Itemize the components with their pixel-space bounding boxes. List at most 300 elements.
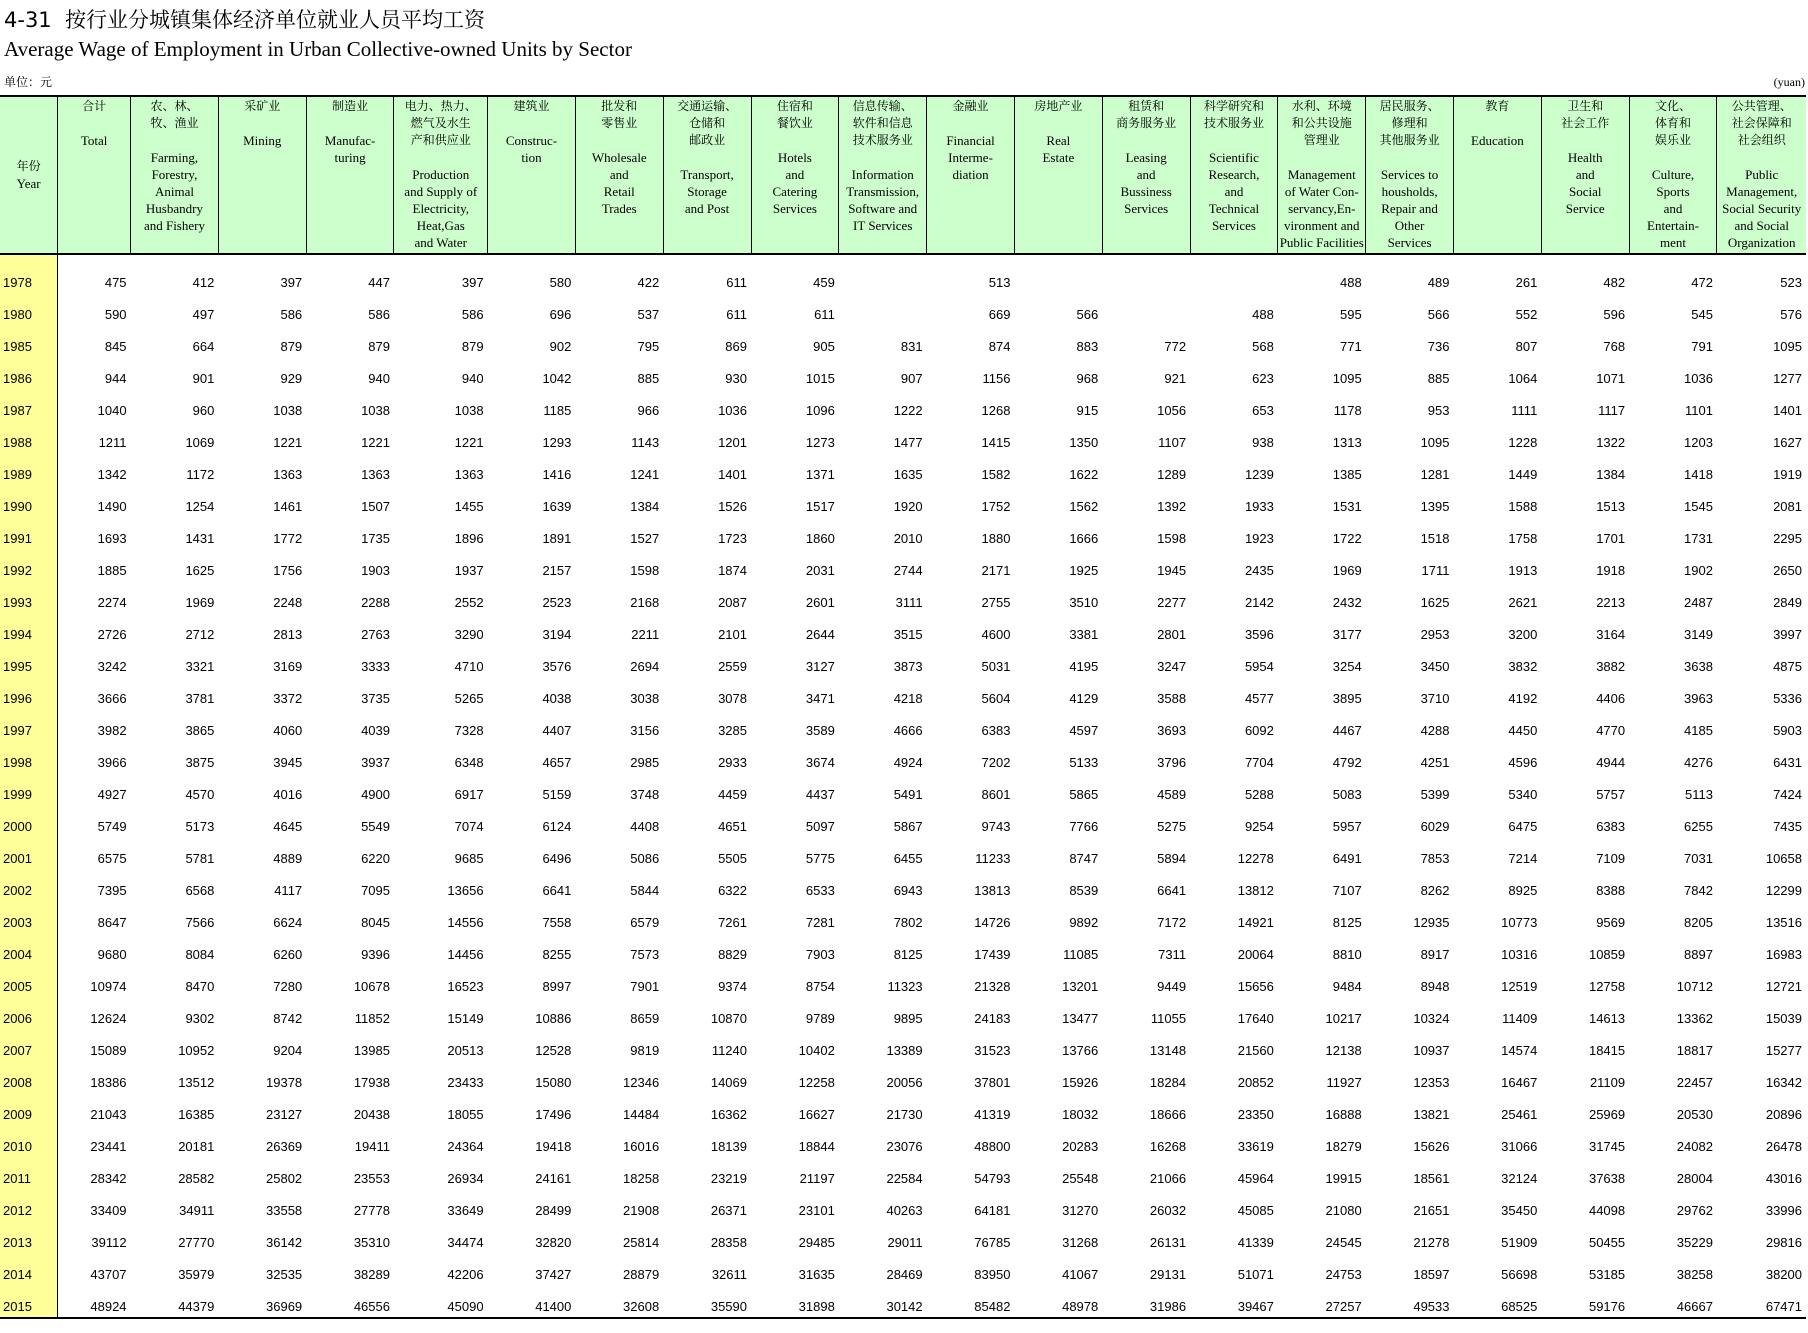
wage-cell: 2157 bbox=[542, 563, 572, 578]
wage-cell: 13389 bbox=[886, 1043, 923, 1058]
wage-cell: 14921 bbox=[1237, 915, 1274, 930]
year-cell: 1989 bbox=[0, 453, 58, 485]
wage-cell: 2295 bbox=[1773, 531, 1802, 546]
wage-cell: 1449 bbox=[1508, 467, 1538, 482]
wage-cell: 1056 bbox=[1157, 403, 1187, 418]
wage-cell: 16523 bbox=[447, 979, 484, 994]
wage-cell: 27770 bbox=[178, 1235, 215, 1250]
wage-cell: 51071 bbox=[1237, 1267, 1274, 1282]
wage-cell: 31898 bbox=[751, 1285, 839, 1318]
wage-cell: 27778 bbox=[353, 1203, 390, 1218]
wage-cell: 29816 bbox=[1765, 1235, 1802, 1250]
table-row bbox=[0, 965, 1806, 997]
column-header-en: Construc- tion bbox=[505, 133, 558, 165]
wage-cell: 42206 bbox=[447, 1267, 484, 1282]
wage-cell: 3865 bbox=[185, 723, 215, 738]
wage-cell: 1095 bbox=[1420, 435, 1450, 450]
wage-cell: 8084 bbox=[185, 947, 215, 962]
column-header-en: Culture, Sports and Entertain- ment bbox=[1647, 167, 1700, 250]
wage-cell: 1222 bbox=[893, 403, 923, 418]
table-row bbox=[0, 677, 1806, 709]
column-header-en: Management of Water Con- servancy,En- vironment and Public Facilities bbox=[1279, 167, 1364, 250]
wage-cell: 3078 bbox=[718, 691, 747, 706]
wage-cell: 41067 bbox=[1062, 1267, 1099, 1282]
wage-cell: 1860 bbox=[805, 531, 835, 546]
wage-cell: 7172 bbox=[1157, 915, 1187, 930]
wage-cell: 2755 bbox=[981, 595, 1011, 610]
wage-cell: 7901 bbox=[630, 979, 660, 994]
table-row bbox=[0, 293, 1806, 325]
wage-cell: 1756 bbox=[273, 563, 303, 578]
table-row bbox=[0, 645, 1806, 677]
wage-cell: 10974 bbox=[90, 979, 127, 994]
wage-cell: 1273 bbox=[805, 435, 835, 450]
wage-cell: 27257 bbox=[1278, 1285, 1366, 1318]
wage-cell: 1582 bbox=[981, 467, 1011, 482]
wage-cell: 1891 bbox=[542, 531, 572, 546]
column-header bbox=[58, 96, 131, 254]
wage-cell: 9569 bbox=[1596, 915, 1626, 930]
wage-cell: 2644 bbox=[805, 627, 835, 642]
wage-cell: 2985 bbox=[630, 755, 660, 770]
wage-cell: 1490 bbox=[97, 499, 127, 514]
year-cell: 1998 bbox=[0, 741, 58, 773]
wage-cell: 12624 bbox=[90, 1011, 127, 1026]
wage-cell: 4645 bbox=[273, 819, 303, 834]
wage-cell: 16362 bbox=[710, 1107, 747, 1122]
wage-cell: 4597 bbox=[1069, 723, 1099, 738]
table-row bbox=[0, 1061, 1806, 1093]
wage-cell: 2601 bbox=[805, 595, 835, 610]
wage-cell: 25461 bbox=[1501, 1107, 1538, 1122]
wage-cell: 2933 bbox=[718, 755, 747, 770]
year-cell: 1997 bbox=[0, 709, 58, 741]
wage-cell: 8647 bbox=[97, 915, 127, 930]
wage-cell: 20513 bbox=[447, 1043, 484, 1058]
wage-cell: 18284 bbox=[1149, 1075, 1187, 1090]
wage-cell: 831 bbox=[900, 339, 923, 354]
wage-cell: 21197 bbox=[799, 1171, 835, 1186]
wage-cell: 13766 bbox=[1062, 1043, 1099, 1058]
wage-cell: 45964 bbox=[1237, 1171, 1274, 1186]
column-header bbox=[394, 96, 488, 254]
column-header-cn: 房地产业 bbox=[1034, 99, 1083, 113]
wage-cell: 3285 bbox=[718, 723, 747, 738]
wage-cell: 3372 bbox=[273, 691, 303, 706]
wage-cell bbox=[839, 254, 927, 293]
wage-cell: 795 bbox=[637, 339, 660, 354]
wage-cell: 3588 bbox=[1157, 691, 1187, 706]
wage-cell: 23433 bbox=[447, 1075, 484, 1090]
wage-cell: 1526 bbox=[718, 499, 747, 514]
wage-cell: 23553 bbox=[353, 1171, 390, 1186]
wage-cell: 1517 bbox=[805, 499, 835, 514]
wage-cell: 1666 bbox=[1069, 531, 1099, 546]
column-header bbox=[218, 96, 306, 254]
column-header-en: Farming, Forestry, Animal Husbandry and Fishery bbox=[143, 150, 205, 233]
wage-cell: 2621 bbox=[1508, 595, 1538, 610]
wage-cell: 6029 bbox=[1420, 819, 1450, 834]
wage-cell: 7095 bbox=[361, 883, 390, 898]
wage-cell: 33996 bbox=[1765, 1203, 1802, 1218]
wage-cell: 13821 bbox=[1413, 1107, 1450, 1122]
column-header-en: Scientific Research, and Technical Services bbox=[1208, 150, 1260, 233]
wage-cell: 48800 bbox=[974, 1139, 1011, 1154]
wage-cell: 10886 bbox=[535, 1011, 572, 1026]
wage-cell: 1293 bbox=[542, 435, 572, 450]
wage-cell: 1772 bbox=[273, 531, 303, 546]
wage-cell: 18032 bbox=[1062, 1107, 1099, 1122]
wage-cell: 2213 bbox=[1596, 595, 1626, 610]
column-header-cn: 建筑业 bbox=[513, 99, 550, 113]
wage-cell: 20530 bbox=[1676, 1107, 1713, 1122]
wage-cell: 2694 bbox=[630, 659, 660, 674]
wage-cell: 21560 bbox=[1237, 1043, 1274, 1058]
wage-cell: 7109 bbox=[1596, 851, 1626, 866]
wage-cell: 1069 bbox=[185, 435, 215, 450]
wage-cell: 23350 bbox=[1237, 1107, 1274, 1122]
wage-cell bbox=[1190, 254, 1278, 293]
wage-cell: 3596 bbox=[1244, 627, 1274, 642]
wage-cell: 28342 bbox=[90, 1171, 127, 1186]
wage-cell: 9680 bbox=[97, 947, 127, 962]
wage-cell: 14556 bbox=[447, 915, 484, 930]
column-header-cn: 交通运输、 仓储和 邮政业 bbox=[677, 99, 738, 147]
wage-cell: 6092 bbox=[1244, 723, 1274, 738]
wage-cell: 497 bbox=[192, 307, 215, 322]
wage-cell: 1371 bbox=[805, 467, 835, 482]
wage-cell: 9789 bbox=[805, 1011, 835, 1026]
wage-cell: 3149 bbox=[1684, 627, 1713, 642]
wage-cell: 9892 bbox=[1069, 915, 1099, 930]
wage-cell: 7107 bbox=[1332, 883, 1362, 898]
wage-cell: 9819 bbox=[630, 1043, 660, 1058]
wage-cell: 18139 bbox=[710, 1139, 747, 1154]
wage-cell: 12278 bbox=[1237, 851, 1274, 866]
column-header-cn: 信息传输、 软件和信息 技术服务业 bbox=[852, 99, 913, 147]
wage-cell: 7903 bbox=[805, 947, 835, 962]
wage-cell: 1185 bbox=[543, 403, 572, 418]
wage-cell: 21043 bbox=[90, 1107, 127, 1122]
table-row bbox=[0, 613, 1806, 645]
wage-cell: 7328 bbox=[454, 723, 484, 738]
wage-cell: 33409 bbox=[90, 1203, 127, 1218]
column-header-cn: 住宿和 餐饮业 bbox=[776, 99, 813, 130]
wage-cell: 64181 bbox=[974, 1203, 1011, 1218]
wage-cell: 4944 bbox=[1596, 755, 1626, 770]
wage-cell: 869 bbox=[725, 339, 747, 354]
wage-cell: 2087 bbox=[718, 595, 747, 610]
wage-cell: 4875 bbox=[1773, 659, 1802, 674]
wage-cell: 874 bbox=[988, 339, 1011, 354]
wage-cell: 16467 bbox=[1501, 1075, 1538, 1090]
year-cell: 1990 bbox=[0, 485, 58, 517]
wage-cell: 1625 bbox=[185, 563, 215, 578]
wage-cell: 586 bbox=[280, 307, 303, 322]
wage-cell: 5775 bbox=[805, 851, 835, 866]
wage-cell: 37801 bbox=[974, 1075, 1011, 1090]
wage-cell: 44379 bbox=[131, 1285, 219, 1318]
wage-cell: 883 bbox=[1076, 339, 1099, 354]
wage-cell: 1313 bbox=[1332, 435, 1362, 450]
wage-cell: 3781 bbox=[185, 691, 215, 706]
wage-cell: 13812 bbox=[1237, 883, 1274, 898]
wage-cell: 7280 bbox=[273, 979, 303, 994]
wage-cell: 1527 bbox=[630, 531, 660, 546]
wage-cell: 22584 bbox=[886, 1171, 923, 1186]
wage-cell: 16268 bbox=[1149, 1139, 1187, 1154]
wage-cell: 1920 bbox=[893, 499, 923, 514]
wage-cell: 6383 bbox=[981, 723, 1011, 738]
wage-cell: 35450 bbox=[1501, 1203, 1538, 1218]
wage-cell: 1036 bbox=[718, 403, 747, 418]
wage-cell: 1588 bbox=[1508, 499, 1538, 514]
table-row bbox=[0, 1189, 1806, 1221]
wage-cell: 1752 bbox=[981, 499, 1011, 514]
wage-cell: 930 bbox=[725, 371, 747, 386]
wage-cell: 1156 bbox=[982, 371, 1011, 386]
year-cell: 2013 bbox=[0, 1221, 58, 1253]
column-header bbox=[1366, 96, 1454, 254]
wage-cell: 9254 bbox=[1244, 819, 1274, 834]
wage-cell: 8742 bbox=[273, 1011, 303, 1026]
wage-cell: 8810 bbox=[1332, 947, 1362, 962]
wage-cell: 1107 bbox=[1158, 435, 1187, 450]
wage-cell: 1201 bbox=[718, 435, 747, 450]
column-header-cn: 采矿业 bbox=[244, 99, 281, 113]
wage-cell: 1919 bbox=[1773, 467, 1802, 482]
year-cell: 2015 bbox=[0, 1285, 58, 1318]
wage-cell: 807 bbox=[1515, 339, 1538, 354]
wage-cell: 596 bbox=[1603, 307, 1626, 322]
wage-cell: 28499 bbox=[535, 1203, 572, 1218]
wage-cell: 14574 bbox=[1501, 1043, 1538, 1058]
wage-cell: 48978 bbox=[1014, 1285, 1102, 1318]
wage-cell: 9302 bbox=[185, 1011, 215, 1026]
wage-cell: 772 bbox=[1164, 339, 1187, 354]
column-header-en: Services to housholds, Repair and Other Services bbox=[1380, 167, 1439, 250]
wage-cell: 475 bbox=[104, 275, 127, 290]
wage-cell: 1342 bbox=[97, 467, 127, 482]
wage-cell: 8388 bbox=[1596, 883, 1626, 898]
wage-cell: 13813 bbox=[974, 883, 1011, 898]
table-row bbox=[0, 549, 1806, 581]
wage-cell: 3875 bbox=[185, 755, 215, 770]
wage-cell: 5340 bbox=[1508, 787, 1538, 802]
wage-cell: 1401 bbox=[1773, 403, 1802, 418]
wage-cell: 5604 bbox=[981, 691, 1011, 706]
wage-cell: 4651 bbox=[718, 819, 747, 834]
wage-cell: 31066 bbox=[1501, 1139, 1538, 1154]
wage-cell: 6455 bbox=[893, 851, 923, 866]
wage-cell: 1228 bbox=[1508, 435, 1538, 450]
column-header bbox=[663, 96, 751, 254]
wage-cell: 1598 bbox=[1157, 531, 1187, 546]
wage-cell: 31523 bbox=[974, 1043, 1011, 1058]
wage-cell: 1071 bbox=[1596, 371, 1626, 386]
wage-cell: 611 bbox=[726, 275, 747, 290]
wage-cell: 10217 bbox=[1325, 1011, 1362, 1026]
column-header-cn: 水利、环境 和公共设施 管理业 bbox=[1291, 99, 1352, 147]
wage-cell: 26371 bbox=[710, 1203, 747, 1218]
wage-cell: 14069 bbox=[710, 1075, 747, 1090]
wage-cell: 26478 bbox=[1765, 1139, 1802, 1154]
wage-cell: 3674 bbox=[805, 755, 835, 770]
wage-cell: 23127 bbox=[266, 1107, 303, 1122]
wage-cell: 15039 bbox=[1765, 1011, 1802, 1026]
wage-cell: 4117 bbox=[274, 883, 303, 898]
wage-cell: 18817 bbox=[1676, 1043, 1713, 1058]
wage-cell: 669 bbox=[988, 307, 1011, 322]
wage-cell: 902 bbox=[549, 339, 572, 354]
year-cell: 2006 bbox=[0, 997, 58, 1029]
wage-cell: 18258 bbox=[623, 1171, 660, 1186]
wage-cell: 929 bbox=[280, 371, 303, 386]
wage-cell: 1363 bbox=[273, 467, 303, 482]
wage-cell: 940 bbox=[368, 371, 390, 386]
wage-cell: 24753 bbox=[1325, 1267, 1362, 1282]
column-header-cn: 农、林、 牧、渔业 bbox=[150, 99, 199, 130]
wage-cell: 11323 bbox=[887, 979, 923, 994]
wage-cell: 4218 bbox=[893, 691, 923, 706]
year-cell: 1993 bbox=[0, 581, 58, 613]
table-row bbox=[0, 709, 1806, 741]
wage-cell: 9449 bbox=[1157, 979, 1187, 994]
wage-cell: 21651 bbox=[1413, 1203, 1450, 1218]
wage-cell: 12758 bbox=[1588, 979, 1626, 994]
table-row bbox=[0, 1029, 1806, 1061]
wage-cell: 36969 bbox=[218, 1285, 306, 1318]
wage-cell: 5781 bbox=[185, 851, 215, 866]
wage-cell: 6943 bbox=[893, 883, 923, 898]
wage-cell: 21109 bbox=[1589, 1075, 1626, 1090]
wage-cell: 32535 bbox=[266, 1267, 303, 1282]
wage-cell: 397 bbox=[280, 275, 303, 290]
wage-cell: 1254 bbox=[185, 499, 215, 514]
wage-cell: 1111 bbox=[1511, 403, 1538, 418]
wage-cell: 3945 bbox=[273, 755, 303, 770]
column-header-en: Health and Social Service bbox=[1565, 150, 1605, 216]
wage-cell: 3895 bbox=[1332, 691, 1362, 706]
wage-cell: 13512 bbox=[178, 1075, 215, 1090]
year-cell: 2010 bbox=[0, 1125, 58, 1157]
wage-cell: 9895 bbox=[893, 1011, 923, 1026]
wage-cell: 6475 bbox=[1508, 819, 1538, 834]
wage-cell: 6383 bbox=[1596, 819, 1626, 834]
column-header-cn: 电力、热力、 燃气及水生 产和供应业 bbox=[404, 99, 477, 147]
wage-cell: 24545 bbox=[1325, 1235, 1362, 1250]
wage-cell: 3127 bbox=[805, 659, 835, 674]
wage-cell: 966 bbox=[637, 403, 660, 418]
column-header bbox=[751, 96, 839, 254]
wage-cell: 4276 bbox=[1684, 755, 1713, 770]
wage-cell: 31268 bbox=[1062, 1235, 1099, 1250]
wage-cell: 1431 bbox=[185, 531, 215, 546]
wage-cell: 3748 bbox=[630, 787, 660, 802]
wage-cell: 2712 bbox=[185, 627, 215, 642]
wage-cell: 4038 bbox=[542, 691, 572, 706]
wage-cell: 35310 bbox=[353, 1235, 390, 1250]
wage-cell: 2248 bbox=[273, 595, 303, 610]
wage-cell: 5031 bbox=[981, 659, 1011, 674]
wage-cell: 7704 bbox=[1244, 755, 1274, 770]
wage-cell: 3038 bbox=[630, 691, 660, 706]
wage-cell: 49533 bbox=[1366, 1285, 1454, 1318]
wage-cell: 768 bbox=[1603, 339, 1626, 354]
wage-cell: 12138 bbox=[1325, 1043, 1362, 1058]
wage-cell: 4288 bbox=[1420, 723, 1450, 738]
wage-cell: 4577 bbox=[1244, 691, 1274, 706]
wage-cell: 6491 bbox=[1332, 851, 1362, 866]
wage-cell: 26369 bbox=[266, 1139, 303, 1154]
column-header bbox=[1278, 96, 1366, 254]
wage-cell: 31635 bbox=[798, 1267, 835, 1282]
wage-cell: 35590 bbox=[663, 1285, 751, 1318]
year-cell: 2011 bbox=[0, 1157, 58, 1189]
wage-cell: 1038 bbox=[273, 403, 303, 418]
wage-cell: 915 bbox=[1076, 403, 1099, 418]
wage-cell: 31270 bbox=[1062, 1203, 1099, 1218]
wage-cell: 1221 bbox=[454, 435, 484, 450]
wage-cell: 1635 bbox=[893, 467, 923, 482]
wage-cell: 3242 bbox=[97, 659, 127, 674]
column-header-cn: 租赁和 商务服务业 bbox=[1116, 99, 1177, 130]
wage-cell: 568 bbox=[1252, 339, 1274, 354]
column-header bbox=[1717, 96, 1806, 254]
wage-cell: 3589 bbox=[805, 723, 835, 738]
wage-cell: 1363 bbox=[454, 467, 484, 482]
wage-cell: 1038 bbox=[361, 403, 390, 418]
table-row bbox=[0, 325, 1806, 357]
wage-cell: 3937 bbox=[361, 755, 390, 770]
wage-cell: 1874 bbox=[718, 563, 747, 578]
column-header bbox=[1541, 96, 1629, 254]
year-cell: 1991 bbox=[0, 517, 58, 549]
wage-cell: 32611 bbox=[711, 1267, 747, 1282]
wage-cell: 28004 bbox=[1676, 1171, 1713, 1186]
wage-cell: 1289 bbox=[1157, 467, 1187, 482]
column-header-cn: 金融业 bbox=[952, 99, 989, 113]
wage-cell: 879 bbox=[280, 339, 303, 354]
wage-cell: 1221 bbox=[361, 435, 390, 450]
column-header bbox=[575, 96, 663, 254]
wage-cell: 15149 bbox=[447, 1011, 484, 1026]
wage-cell: 4060 bbox=[273, 723, 303, 738]
table-row bbox=[0, 1285, 1806, 1318]
wage-cell: 4185 bbox=[1684, 723, 1713, 738]
wage-cell: 1627 bbox=[1773, 435, 1802, 450]
wage-cell: 3873 bbox=[893, 659, 923, 674]
wage-cell: 17439 bbox=[974, 947, 1011, 962]
wage-cell: 1363 bbox=[361, 467, 390, 482]
wage-cell: 5957 bbox=[1332, 819, 1362, 834]
wage-cell: 9484 bbox=[1332, 979, 1362, 994]
wage-cell: 5844 bbox=[630, 883, 660, 898]
wage-cell: 1416 bbox=[542, 467, 572, 482]
wage-cell: 11233 bbox=[975, 851, 1011, 866]
wage-cell: 8262 bbox=[1420, 883, 1450, 898]
table-row bbox=[0, 837, 1806, 869]
wage-cell: 56698 bbox=[1501, 1267, 1538, 1282]
wage-cell: 1723 bbox=[718, 531, 747, 546]
wage-cell: 5083 bbox=[1332, 787, 1362, 802]
wage-cell: 24082 bbox=[1676, 1139, 1713, 1154]
wage-cell: 37638 bbox=[1588, 1171, 1626, 1186]
year-cell: 1985 bbox=[0, 325, 58, 357]
wage-cell: 580 bbox=[549, 275, 572, 290]
year-cell: 1994 bbox=[0, 613, 58, 645]
wage-cell: 4459 bbox=[718, 787, 747, 802]
